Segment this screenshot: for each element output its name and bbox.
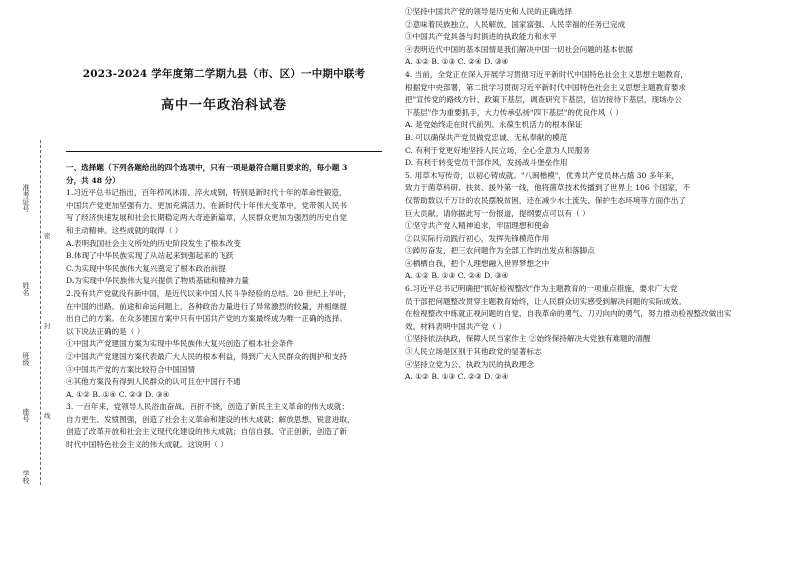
question-text-line: 4. 当前，全党正在深入开展学习贯彻习近平新时代中国特色社会主义思想主题教育，: [405, 69, 689, 79]
question-text-line: 下基层"作为重要抓手，大力传承弘扬"四下基层"的优良作风（ ）: [405, 107, 623, 117]
header-rule: [66, 151, 382, 152]
binding-label-school: 学校: [22, 470, 30, 484]
binding-mark-line: 线: [44, 412, 51, 420]
question-text-line: 致力于菌草科研、扶贫、援外第一线，他将菌草技术传播到了世界上 106 个国家，不: [405, 183, 691, 193]
question-text-line: ②中国共产党建国方案代表最广大人民的根本利益，得到广大人民群众的拥护和支持: [66, 351, 347, 361]
question-text-line: 6.习近平总书记明确把"抓好检视整改"作为主题教育的一项重点措施，要求广大党: [405, 284, 678, 294]
question-text-line: 巨大贡献。请你据此写一份报道，提纲要点可以有（ ）: [405, 208, 590, 218]
question-text-line: ③中国共产党具备与时俱进的执政能力和水平: [405, 32, 557, 42]
binding-label-name: 姓名: [22, 282, 30, 296]
question-text-line: 2.没有共产党就没有新中国，是近代以来中国人民斗争经验的总结。20 世纪上半叶，: [66, 288, 352, 298]
exam-subtitle: 高中一年政治科试卷: [160, 98, 287, 113]
question-text-line: 仅帮助数以千万计的农民摆脱贫困，还在减少水土流失、保护生态环境等方面作出了: [405, 195, 686, 205]
binding-dashed-line: [40, 140, 41, 485]
question-text-line: 自力更生、发愤图强，创造了社会主义革命和建设的伟大成就；解放思想、锐意进取，: [66, 414, 355, 424]
question-text-line: B.体现了中华民族实现了从站起来到强起来的飞跃: [66, 251, 234, 261]
question-text-line: 1.习近平总书记指出，百年栉风沐雨、淬火成钢，特别是新时代十年的革命性锻造，: [66, 188, 347, 198]
binding-mark-fold: 封: [44, 322, 51, 330]
question-text-line: ①坚持中国共产党的领导是历史和人民的正确选择: [405, 7, 573, 16]
question-text-line: 5. 用草木写传奇，以初心铸成就。"八闽楷模"，优秀共产党员林占熺 30 多年来，: [405, 170, 680, 180]
answer-options-line: ①坚持依法执政，保障人民当家作主 ②始终保持解决大党独有难题的清醒: [405, 334, 651, 344]
question-text-line: 写了经济快速发展和社会长期稳定两大奇迹新篇章，人民群众更加为强烈的历史自觉: [66, 213, 347, 223]
question-text-line: ②意味着民族独立、人民解放，国家富强、人民幸福的任务已完成: [405, 19, 626, 29]
question-text-line: 把"宣传党的路线方针、政策下基层，调查研究下基层，信访接待下基层，现场办公: [405, 95, 682, 105]
question-text-line: 以下说法正确的是（ ）: [66, 326, 145, 336]
question-text-line: 时代中国特色社会主义的伟大成就。这说明（ ）: [66, 440, 228, 450]
question-text-line: ④表明近代中国的基本国情是我们解决中国一切社会问题的基本依据: [405, 44, 633, 54]
question-text-line: ③中国共产党的方案比较符合中国国情: [66, 364, 196, 374]
question-text-line: 出自己的方案。在众多建国方案中只有中国共产党的方案最终成为唯一正确的选择。: [66, 314, 347, 324]
question-text-line: ④其他方案没有得到人民群众的认可且在中国行不通: [66, 377, 241, 387]
section-heading-line: 一、选择题（下列各题给出的四个选项中，只有一项是最符合题目要求的，每小题 3: [66, 163, 348, 172]
binding-label-exam-number: 准考证号: [22, 184, 30, 212]
question-text-line: ①坚守共产党人精神追求，牢固理想和使命: [405, 221, 550, 231]
question-text-line: ④坚持立党为公、执政为民的执政理念: [405, 359, 535, 369]
question-text-line: 3. 一百年来，党领导人民浴血奋战、百折不挠，创造了新民主主义革命的伟大成就；: [66, 402, 350, 412]
answer-options-line: A. ①② B. ①③ C. ②④ D. ③④: [405, 271, 509, 281]
binding-label-class: 班级: [22, 352, 30, 366]
question-text-line: A. 是党始终走在时代前列、永葆生机活力的根本保证: [405, 120, 583, 130]
question-text-line: 在中国的出路、前途和命运问题上，各种政治力量进行了异常激烈的较量，并相继提: [66, 301, 347, 311]
binding-mark-seal: 密: [44, 232, 51, 240]
question-text-line: 员干部把问题整改贯穿主题教育始终，让人民群众切实感受到解决问题的实际成效。: [405, 296, 686, 306]
question-text-line: ④栖栖自我，把个人理想融入世界梦想之中: [405, 258, 550, 268]
section-heading-line: 分，共 48 分）: [66, 175, 120, 185]
question-text-line: 创造了改革开放和社会主义现代化建设的伟大成就；自信自强、守正创新，创造了新: [66, 427, 347, 437]
question-text-line: ③人民立场是区别于其他政党的显著标志: [405, 347, 542, 357]
question-text-line: 中国共产党更加坚强有力、更加充满活力。在新时代十年伟大变革中，党带领人民书: [66, 200, 347, 210]
answer-options-line: A. ①② B. ①④ C. ②③ D. ③④: [66, 389, 170, 399]
question-text-line: ③踔厉奋发，把三农问题作为全部工作的出发点和落脚点: [405, 246, 595, 256]
left-question-column: [66, 162, 386, 452]
question-text-line: C. 有利于党更好地坚持人民立场，全心全意为人民服务: [405, 145, 591, 155]
answer-options-line: A. ①② B. ①③ C. ②③ D. ②④: [405, 372, 509, 382]
question-text-line: 根据党中央部署，第二批学习贯彻习近平新时代中国特色社会主义思想主题教育要求: [405, 82, 686, 92]
question-text-line: 效。材料表明中国共产党（ ）: [405, 321, 507, 331]
exam-title: 2023-2024 学年度第二学期九县（市、区）一中期中联考: [82, 68, 366, 80]
binding-label-seat: 座号: [22, 408, 30, 422]
question-text-line: 在检视整改中练就正视问题的自觉、自我革命的勇气、刀刃向内的勇气，努力推动检视整改做出实: [405, 309, 732, 319]
question-text-line: C.为实现中华民族伟大复兴奠定了根本政治前提: [66, 263, 226, 273]
question-text-line: D.为实现中华民族伟大复兴提供了物质基础和精神力量: [66, 276, 249, 286]
question-text-line: B. 可以确保共产党员做党忠诚、无私奉献的模范: [405, 132, 568, 142]
question-text-line: ①中国共产党建国方案为实现中华民族伟大复兴创造了根本社会条件: [66, 339, 294, 349]
right-question-column: [405, 6, 777, 384]
question-text-line: A.表明我国社会主义所处的历史阶段发生了根本改变: [66, 238, 241, 248]
answer-options-line: A. ①② B. ①③ C. ②④ D. ③④: [405, 57, 509, 67]
question-text-line: 和主动精神。这些成就的取得（ ）: [66, 225, 183, 235]
question-text-line: D. 有利于转变党员干部作风，发扬战斗堡垒作用: [405, 158, 568, 168]
question-text-line: ②以实际行动践行初心，发挥先锋模范作用: [405, 233, 550, 243]
